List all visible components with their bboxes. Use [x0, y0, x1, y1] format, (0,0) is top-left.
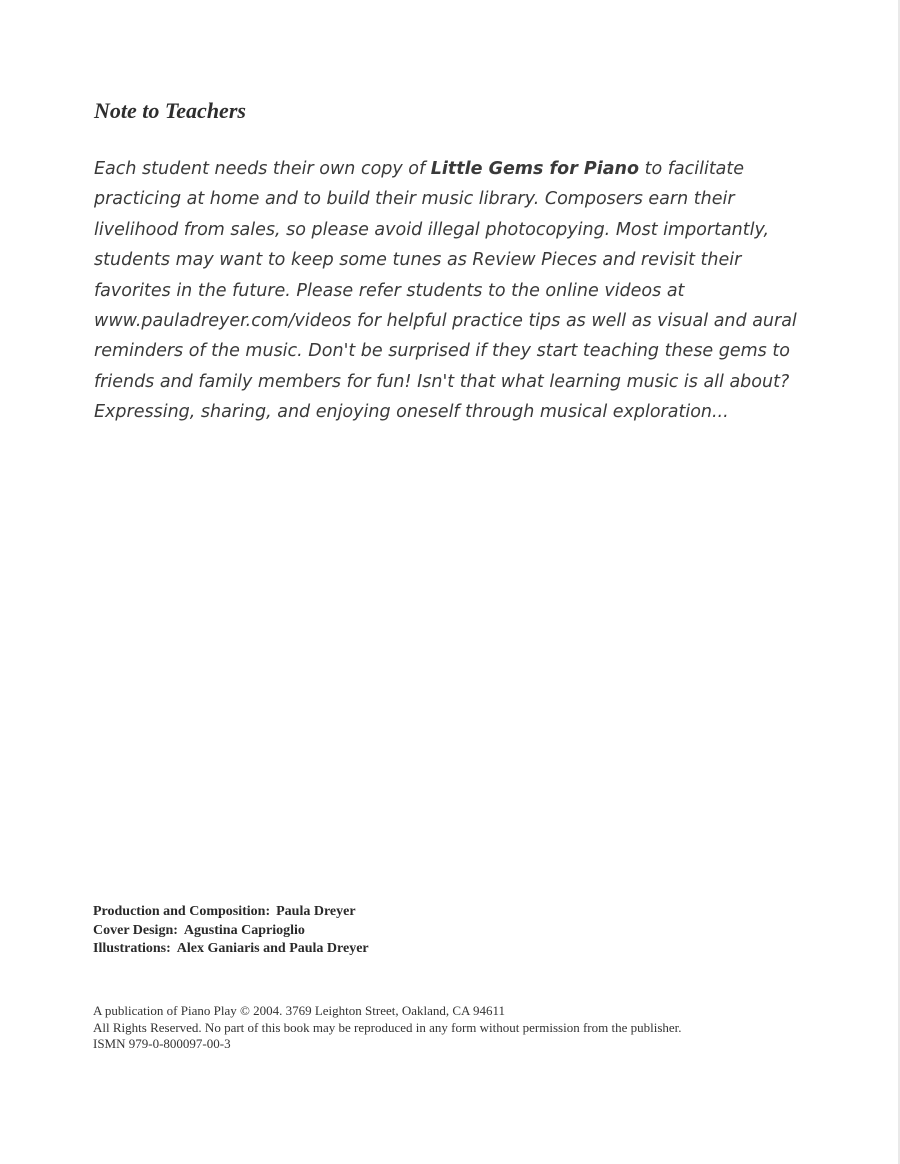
credit-illustrations — [93, 940, 369, 959]
page-title: Note to Teachers — [94, 98, 246, 123]
paragraph-line-1 — [94, 154, 814, 184]
paragraph-line-6: www.pauladreyer.com/videos for helpful practice tips as well as visual and aural — [94, 311, 797, 332]
credit-cover-value: Agustina Caprioglio — [183, 922, 305, 938]
ismn-line: ISMN 979-0-800097-00-3 — [93, 1036, 231, 1051]
credit-cover-label: Cover Design: — [93, 922, 178, 938]
note-paragraph — [94, 154, 814, 428]
book-title: Little Gems for Piano — [430, 159, 640, 179]
paragraph-line-4: students may want to keep some tunes as Review Pieces and revisit their — [94, 250, 742, 271]
credit-cover — [93, 922, 369, 941]
paragraph-line-8: friends and family members for fun! Isn't that what learning music is all about? — [94, 371, 790, 392]
line-1-before: Each student needs their own copy of — [94, 159, 431, 179]
credit-illustrations-label: Illustrations: — [93, 941, 171, 956]
paragraph-line-3: livelihood from sales, so please avoid illegal photocopying. Most importantly, — [94, 219, 770, 240]
paragraph-line-7: reminders of the music. Don't be surprised if they start teaching these gems to — [94, 341, 790, 362]
credit-production-label: Production and Composition: — [93, 904, 271, 919]
paragraph-line-9: Expressing, sharing, and enjoying oneself through musical exploration... — [94, 402, 729, 423]
publication-info — [93, 1003, 682, 1053]
credit-production — [93, 903, 369, 922]
rights-line: All Rights Reserved. No part of this book may be reproduced in any form without permission from the publisher. — [93, 1019, 682, 1035]
credits-block — [93, 903, 369, 959]
paragraph-line-5: favorites in the future. Please refer students to the online videos at — [94, 280, 685, 301]
paragraph-line-2: practicing at home and to build their music library. Composers earn their — [94, 189, 735, 210]
publication-line: A publication of Piano Play © 2004. 3769 Leighton Street, Oakland, CA 94611 — [93, 1003, 505, 1018]
line-1-after: to facilitate — [639, 159, 745, 179]
credit-illustrations-value: Alex Ganiaris and Paula Dreyer — [176, 941, 369, 956]
credit-production-value: Paula Dreyer — [276, 904, 356, 919]
